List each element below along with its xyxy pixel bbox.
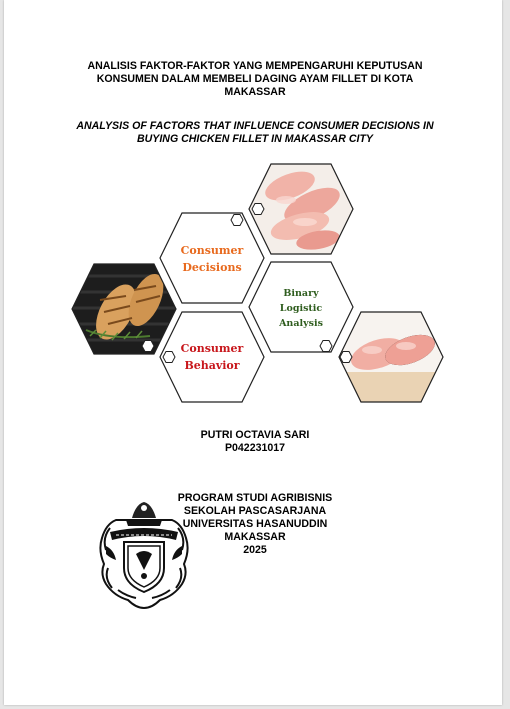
raw-chicken-image-top xyxy=(249,164,353,254)
title-indonesian-line: ANALISIS FAKTOR-FAKTOR YANG MEMPENGARUHI KEPUTUSAN xyxy=(87,60,423,72)
small-hex-icon xyxy=(142,341,154,352)
binary-logistic-line: Binary xyxy=(283,288,319,299)
raw-chicken-image-bottom xyxy=(339,312,443,402)
consumer-decisions-line: Consumer xyxy=(180,244,244,257)
small-hex-icon xyxy=(320,341,332,352)
university-emblem-icon xyxy=(96,498,192,610)
institution-block xyxy=(0,492,510,557)
author-id: P042231017 xyxy=(224,442,286,454)
consumer-behavior-line: Behavior xyxy=(184,359,240,372)
title-english-line: ANALYSIS OF FACTORS THAT INFLUENCE CONSUMER DECISIONS IN xyxy=(76,120,434,132)
hex-binary-logistic xyxy=(249,262,353,352)
small-hex-icon xyxy=(163,352,175,363)
binary-logistic-line: Analysis xyxy=(279,318,323,329)
title-indonesian-line: MAKASSAR xyxy=(224,86,286,98)
hex-consumer-decisions xyxy=(160,213,264,303)
title-english-line: BUYING CHICKEN FILLET IN MAKASSAR CITY xyxy=(136,133,373,145)
binary-logistic-line: Logistic xyxy=(279,303,323,314)
title-indonesian-line: KONSUMEN DALAM MEMBELI DAGING AYAM FILLET DI KOTA xyxy=(96,73,414,85)
institution-line: SEKOLAH PASCASARJANA xyxy=(183,505,327,517)
institution-line: PROGRAM STUDI AGRIBISNIS xyxy=(177,492,333,504)
small-hex-icon xyxy=(340,352,352,363)
institution-line: MAKASSAR xyxy=(224,531,286,543)
consumer-behavior-line: Consumer xyxy=(180,342,244,355)
small-hex-icon xyxy=(252,204,264,215)
institution-line: 2025 xyxy=(243,544,267,556)
small-hex-icon xyxy=(231,215,243,226)
grilled-chicken-image xyxy=(72,264,176,354)
consumer-decisions-line: Decisions xyxy=(182,261,242,274)
author-block xyxy=(0,429,510,455)
institution-line: UNIVERSITAS HASANUDDIN xyxy=(182,518,328,530)
hex-consumer-behavior xyxy=(160,312,264,402)
author-name: PUTRI OCTAVIA SARI xyxy=(200,429,310,441)
